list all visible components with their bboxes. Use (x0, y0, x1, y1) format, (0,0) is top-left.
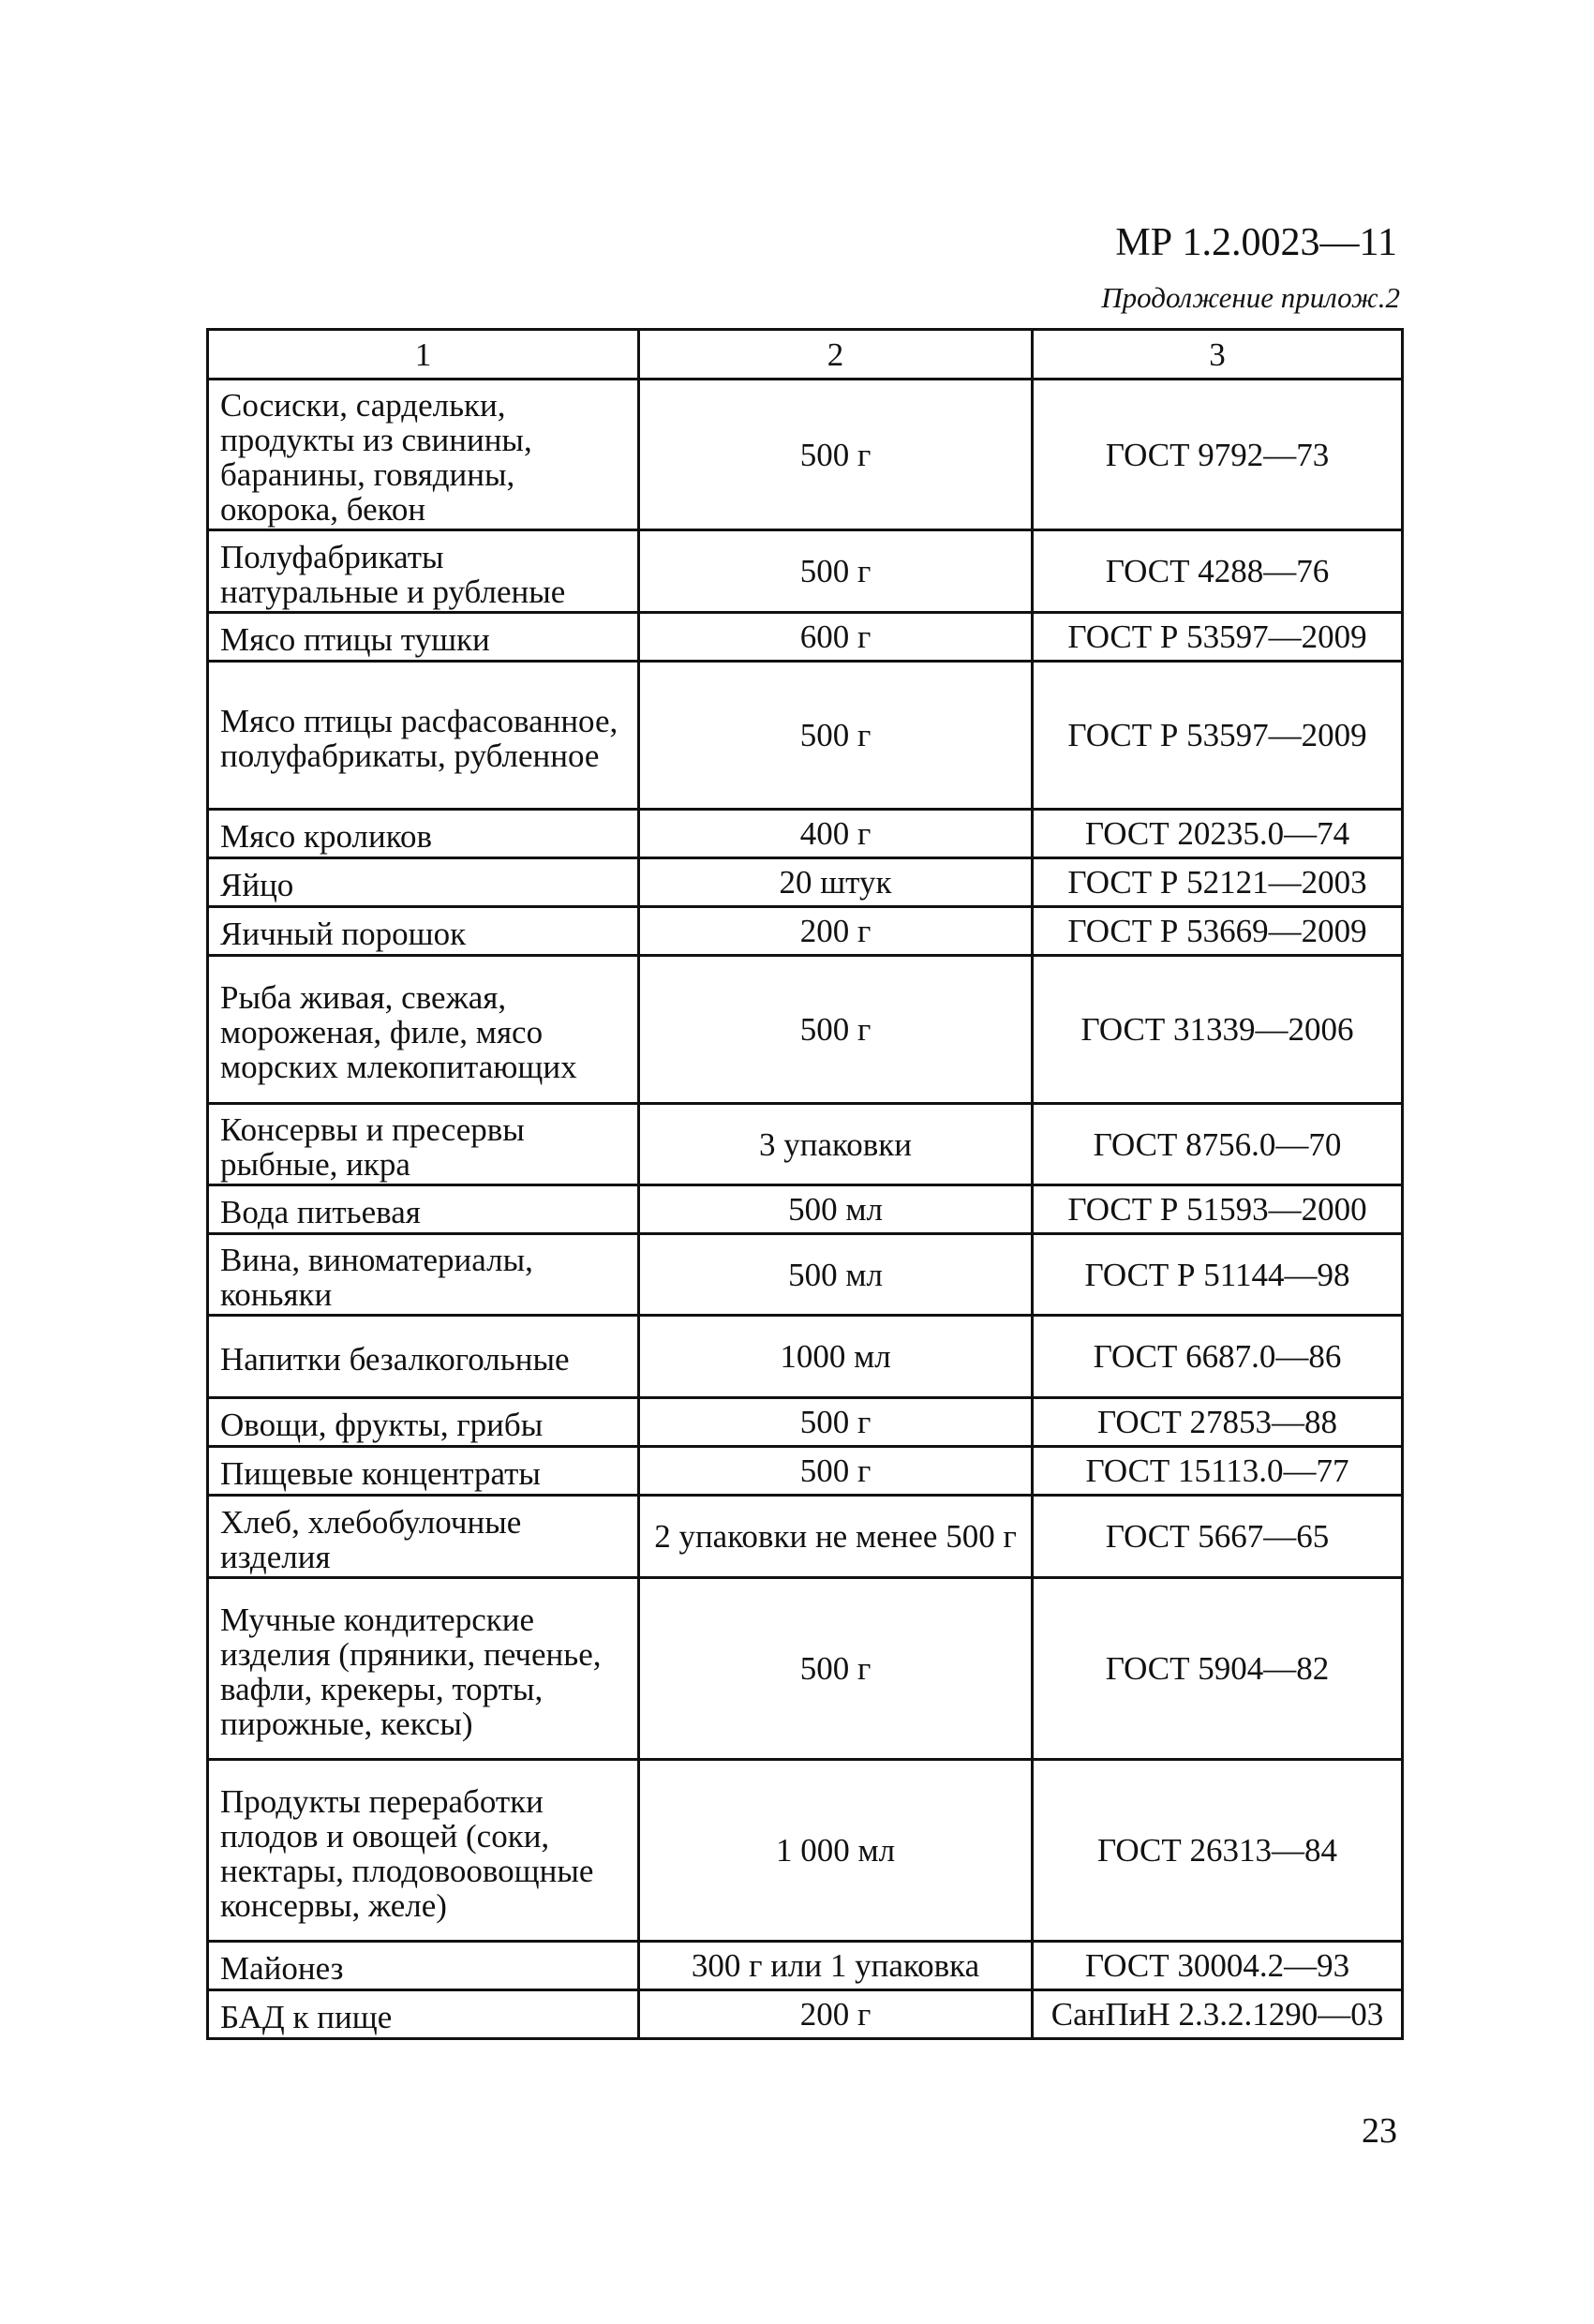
product-cell: Яйцо (208, 858, 639, 907)
table-row (208, 810, 1403, 858)
amount-cell: 500 г (639, 662, 1033, 810)
document-code: МР 1.2.0023—11 (1115, 221, 1397, 264)
table-row (208, 1942, 1403, 1990)
amount-cell: 300 г или 1 упаковка (639, 1942, 1033, 1990)
table-row (208, 1316, 1403, 1398)
amount-cell: 2 упаковки не менее 500 г (639, 1496, 1033, 1578)
amount-cell: 500 мл (639, 1234, 1033, 1316)
standard-cell: ГОСТ 26313—84 (1033, 1760, 1403, 1942)
standard-cell: ГОСТ 5667—65 (1033, 1496, 1403, 1578)
product-cell: Мясо кроликов (208, 810, 639, 858)
column-header-3: 3 (1033, 330, 1403, 380)
product-cell: Вина, виноматериалы, коньяки (208, 1234, 639, 1316)
standard-cell: ГОСТ 31339—2006 (1033, 956, 1403, 1104)
product-cell: Напитки безалкогольные (208, 1316, 639, 1398)
standard-cell: ГОСТ Р 51593—2000 (1033, 1185, 1403, 1234)
table-row (208, 662, 1403, 810)
table-row (208, 1578, 1403, 1760)
standard-cell: ГОСТ 9792—73 (1033, 380, 1403, 530)
standard-cell: ГОСТ 4288—76 (1033, 530, 1403, 613)
table-row (208, 530, 1403, 613)
standard-cell: ГОСТ 5904—82 (1033, 1578, 1403, 1760)
product-cell: БАД к пище (208, 1990, 639, 2039)
table-row (208, 956, 1403, 1104)
amount-cell: 1000 мл (639, 1316, 1033, 1398)
table-row (208, 858, 1403, 907)
amount-cell: 500 г (639, 1447, 1033, 1496)
table-row (208, 1104, 1403, 1185)
product-cell: Хлеб, хлебобулочные изделия (208, 1496, 639, 1578)
amount-cell: 200 г (639, 1990, 1033, 2039)
table-row (208, 907, 1403, 956)
column-header-2: 2 (639, 330, 1033, 380)
amount-cell: 20 штук (639, 858, 1033, 907)
standard-cell: ГОСТ Р 53597—2009 (1033, 613, 1403, 662)
standard-cell: ГОСТ Р 53669—2009 (1033, 907, 1403, 956)
amount-cell: 3 упаковки (639, 1104, 1033, 1185)
standard-cell: ГОСТ 8756.0—70 (1033, 1104, 1403, 1185)
product-cell: Яичный порошок (208, 907, 639, 956)
table-header-row (208, 330, 1403, 380)
amount-cell: 600 г (639, 613, 1033, 662)
standard-cell: ГОСТ 20235.0—74 (1033, 810, 1403, 858)
product-cell: Консервы и пресервы рыбные, икра (208, 1104, 639, 1185)
standard-cell: ГОСТ Р 53597—2009 (1033, 662, 1403, 810)
continuation-label: Продолжение прилож.2 (1101, 281, 1400, 314)
table-row (208, 1234, 1403, 1316)
standard-cell: ГОСТ 6687.0—86 (1033, 1316, 1403, 1398)
standard-cell: ГОСТ 27853—88 (1033, 1398, 1403, 1447)
column-header-1: 1 (208, 330, 639, 380)
product-cell: Сосиски, сардельки, продукты из свинины, баранины, говядины, окорока, бекон (208, 380, 639, 530)
amount-cell: 500 г (639, 530, 1033, 613)
product-cell: Мучные кондитерские изделия (пряники, печенье, вафли, крекеры, торты, пирожные, кексы) (208, 1578, 639, 1760)
amount-cell: 1 000 мл (639, 1760, 1033, 1942)
standard-cell: ГОСТ Р 51144—98 (1033, 1234, 1403, 1316)
product-cell: Мясо птицы тушки (208, 613, 639, 662)
product-cell: Мясо птицы расфасованное, полуфабрикаты, рубленное (208, 662, 639, 810)
table-row (208, 1760, 1403, 1942)
product-cell: Полуфабрикаты натуральные и рубленые (208, 530, 639, 613)
amount-cell: 500 г (639, 1398, 1033, 1447)
sampling-table (206, 328, 1404, 2040)
table-row (208, 1185, 1403, 1234)
product-cell: Овощи, фрукты, грибы (208, 1398, 639, 1447)
product-cell: Рыба живая, свежая, мороженая, филе, мясо морских млекопитающих (208, 956, 639, 1104)
amount-cell: 500 г (639, 380, 1033, 530)
standard-cell: ГОСТ 30004.2—93 (1033, 1942, 1403, 1990)
page-number: 23 (1362, 2111, 1397, 2151)
product-cell: Продукты переработки плодов и овощей (соки, нектары, плодовоовощные консервы, желе) (208, 1760, 639, 1942)
table-row (208, 1990, 1403, 2039)
product-cell: Пищевые концентраты (208, 1447, 639, 1496)
amount-cell: 200 г (639, 907, 1033, 956)
table-row (208, 1447, 1403, 1496)
amount-cell: 500 г (639, 1578, 1033, 1760)
product-cell: Вода питьевая (208, 1185, 639, 1234)
standard-cell: ГОСТ 15113.0—77 (1033, 1447, 1403, 1496)
amount-cell: 400 г (639, 810, 1033, 858)
amount-cell: 500 г (639, 956, 1033, 1104)
table-row (208, 380, 1403, 530)
product-cell: Майонез (208, 1942, 639, 1990)
table-row (208, 1496, 1403, 1578)
table-row (208, 1398, 1403, 1447)
table-row (208, 613, 1403, 662)
standard-cell: СанПиН 2.3.2.1290—03 (1033, 1990, 1403, 2039)
standard-cell: ГОСТ Р 52121—2003 (1033, 858, 1403, 907)
amount-cell: 500 мл (639, 1185, 1033, 1234)
